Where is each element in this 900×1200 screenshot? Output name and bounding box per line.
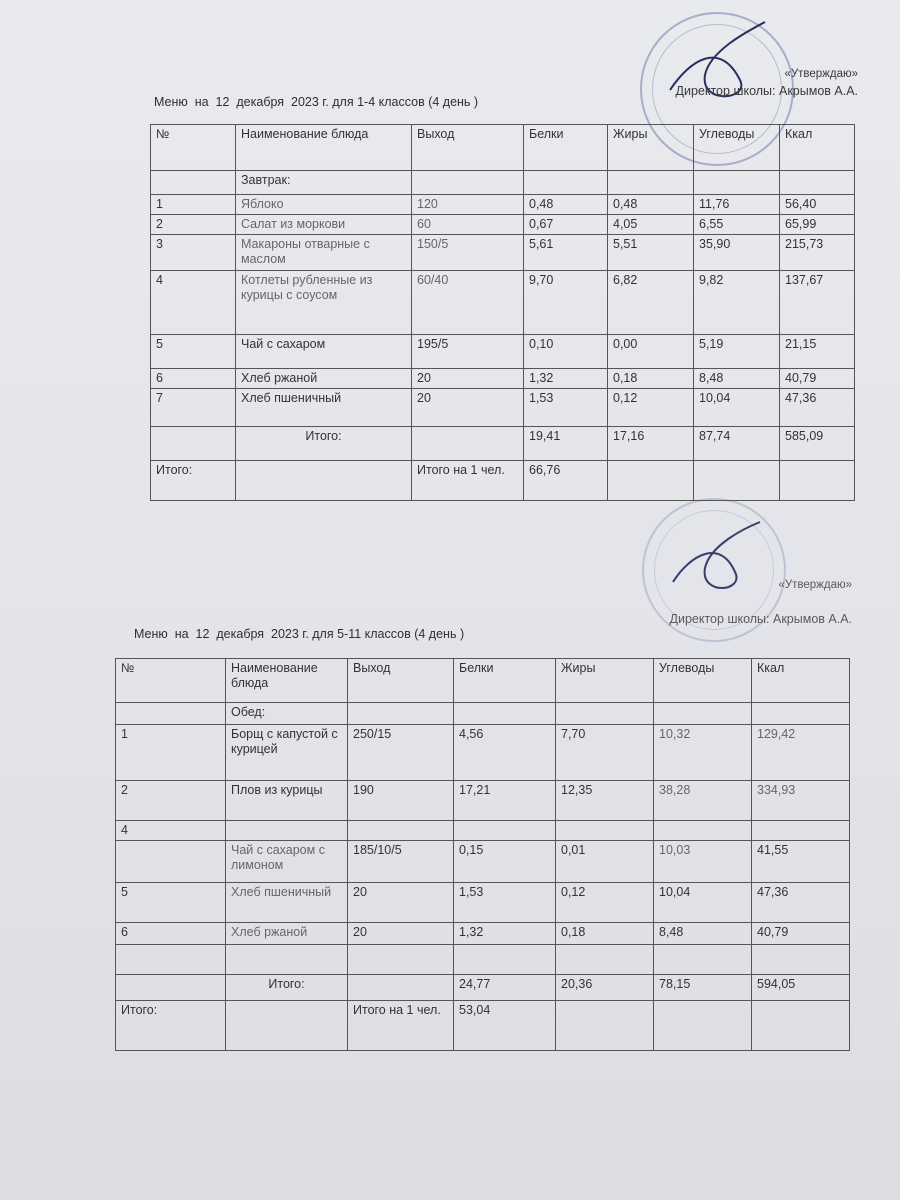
total-j: 17,16 bbox=[608, 427, 694, 461]
total-b: 19,41 bbox=[524, 427, 608, 461]
total-row bbox=[116, 975, 850, 1001]
table-row bbox=[116, 945, 850, 975]
menu-title-2: Меню на 12 декабря 2023 г. для 5-11 классов (4 день ) bbox=[134, 627, 465, 641]
total-j: 20,36 bbox=[556, 975, 654, 1001]
total-u: 87,74 bbox=[694, 427, 780, 461]
table-row: 5 Хлеб пшеничный 20 1,53 0,12 10,04 47,36 bbox=[116, 883, 850, 923]
menu-title-1: Меню на 12 декабря 2023 г. для 1-4 классов (4 день ) bbox=[154, 95, 479, 109]
total-u: 78,15 bbox=[654, 975, 752, 1001]
header-cell: Наименование блюда bbox=[226, 659, 348, 703]
total-k: 594,05 bbox=[752, 975, 850, 1001]
approve-label: «Утверждаю» bbox=[778, 579, 852, 591]
table-row: 3 Макароны отварные с маслом 150/5 5,61 5,51 35,90 215,73 bbox=[151, 235, 855, 271]
table-row: 4 Котлеты рубленные из курицы с соусом 60/40 9,70 6,82 9,82 137,67 bbox=[151, 271, 855, 335]
approval-block-2 bbox=[670, 568, 852, 636]
header-row bbox=[151, 125, 855, 171]
total-b: 24,77 bbox=[454, 975, 556, 1001]
final-label: Итого: bbox=[116, 1001, 226, 1051]
menu-table-2 bbox=[115, 658, 850, 1051]
table-row: 7 Хлеб пшеничный 20 1,53 0,12 10,04 47,36 bbox=[151, 389, 855, 427]
approve-label: «Утверждаю» bbox=[784, 68, 858, 80]
meal-label: Обед: bbox=[226, 703, 348, 725]
header-cell: Жиры bbox=[556, 659, 654, 703]
table-row: 4 bbox=[116, 821, 850, 841]
total-label: Итого: bbox=[236, 427, 412, 461]
meal-row bbox=[116, 703, 850, 725]
table-row: Чай с сахаром с лимоном 185/10/5 0,15 0,01 10,03 41,55 bbox=[116, 841, 850, 883]
approval-block-1 bbox=[676, 66, 858, 100]
final-label: Итого: bbox=[151, 461, 236, 501]
header-cell: № bbox=[116, 659, 226, 703]
header-cell: Наименование блюда bbox=[236, 125, 412, 171]
table-row: 2 Плов из курицы 190 17,21 12,35 38,28 334,93 bbox=[116, 781, 850, 821]
header-cell: Углеводы bbox=[654, 659, 752, 703]
header-cell: Белки bbox=[524, 125, 608, 171]
per-person-value: 66,76 bbox=[524, 461, 608, 501]
header-cell: Ккал bbox=[752, 659, 850, 703]
header-cell: Выход bbox=[412, 125, 524, 171]
total-row bbox=[151, 427, 855, 461]
table-row: 1 Борщ с капустой с курицей 250/15 4,56 7,70 10,32 129,42 bbox=[116, 725, 850, 781]
director-line: Директор школы: Акрымов А.А. bbox=[669, 612, 852, 626]
meal-row bbox=[151, 171, 855, 195]
per-person-value: 53,04 bbox=[454, 1001, 556, 1051]
director-line: Директор школы: Акрымов А.А. bbox=[675, 84, 858, 98]
header-cell: Углеводы bbox=[694, 125, 780, 171]
header-row bbox=[116, 659, 850, 703]
per-person-label: Итого на 1 чел. bbox=[412, 461, 524, 501]
header-cell: Белки bbox=[454, 659, 556, 703]
table-row: 5 Чай с сахаром 195/5 0,10 0,00 5,19 21,15 bbox=[151, 335, 855, 369]
per-person-row bbox=[116, 1001, 850, 1051]
menu-table-1 bbox=[150, 124, 855, 501]
header-cell: Выход bbox=[348, 659, 454, 703]
per-person-row bbox=[151, 461, 855, 501]
header-cell: Жиры bbox=[608, 125, 694, 171]
meal-label: Завтрак: bbox=[236, 171, 412, 195]
header-cell: Ккал bbox=[780, 125, 855, 171]
table-row: 6 Хлеб ржаной 20 1,32 0,18 8,48 40,79 bbox=[116, 923, 850, 945]
table-row: 2 Салат из моркови 60 0,67 4,05 6,55 65,99 bbox=[151, 215, 855, 235]
header-cell: № bbox=[151, 125, 236, 171]
table-row: 1 Яблоко 120 0,48 0,48 11,76 56,40 bbox=[151, 195, 855, 215]
total-k: 585,09 bbox=[780, 427, 855, 461]
per-person-label: Итого на 1 чел. bbox=[348, 1001, 454, 1051]
total-label: Итого: bbox=[226, 975, 348, 1001]
table-row: 6 Хлеб ржаной 20 1,32 0,18 8,48 40,79 bbox=[151, 369, 855, 389]
